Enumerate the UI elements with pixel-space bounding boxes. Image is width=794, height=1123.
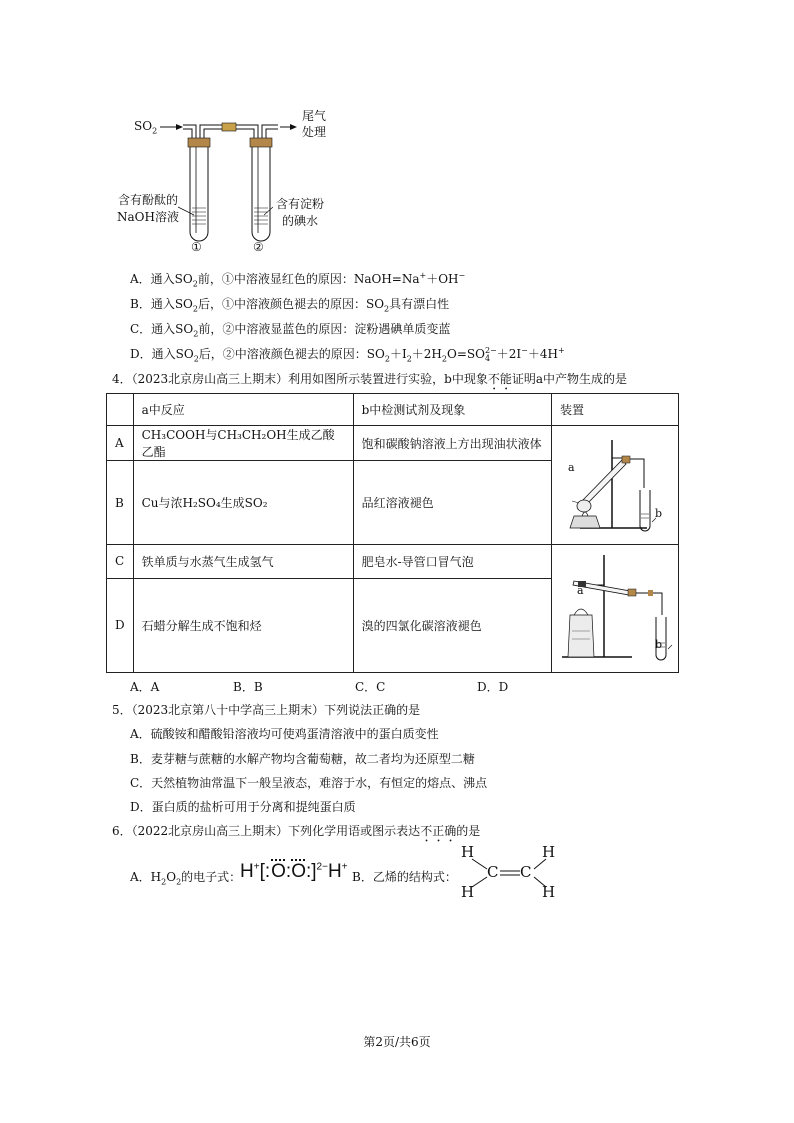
tube1-number: ① [191,240,202,254]
q3-option-d: D．通入$SO_2$后，②中溶液颜色褪去的原因：$SO_2+I_2+2H_2O=SO$ 2− 4 ＋2I−＋4H+ [130,345,565,364]
q5-option-c: C．天然植物油常温下一般呈液态，难溶于水，有恒定的熔点、沸点 [130,776,488,790]
header-apparatus: 装置 [551,394,678,426]
table-row: B Cu与浓H₂SO₄生成SO₂ 品红溶液褪色 [107,461,679,545]
h2o2-electron-formula: H+[:O:O:]$^{2-}$H+ [240,861,348,882]
q6-stem: 6．（2022北京房山高三上期末）下列化学用语或图示表达不正确的是 [112,824,481,838]
q4-table [106,393,679,673]
q4-options: A．A B．B C．C D．D [130,680,509,694]
apparatus-cell-2 [551,545,678,673]
q3-option-a: A．通入$SO_2$前，①中溶液显红色的原因：NaOH=Na+＋OH− [130,271,466,289]
so2-label: $SO_2$ [134,119,158,136]
header-reaction: a中反应 [133,394,353,426]
apparatus-figure-tubes [110,108,350,258]
exhaust-label: 尾气 处理 [302,109,327,139]
page-footer: 第2页/共6页 [363,1035,431,1049]
apparatus1-label-a: a [568,461,575,474]
tube2-number: ② [253,240,264,254]
distillation-apparatus [552,428,678,540]
apparatus-cell-1 [551,426,678,545]
table-header-row [107,394,679,426]
table-row: A CH₃COOH与CH₃CH₂OH生成乙酸乙酯 饱和碳酸钠溶液上方出现油状液体 [107,426,679,461]
q3-option-c: C．通入$SO_2$前，②中溶液显蓝色的原因：淀粉遇碘单质变蓝 [130,322,451,339]
ethylene-structure: H H C C H H [458,843,558,901]
table-row: D 石蜡分解生成不饱和烃 溴的四氯化碳溶液褪色 [107,578,679,672]
apparatus1-label-b: b [655,507,663,520]
q5-option-a: A．硫酸铵和醋酸铅溶液均可使鸡蛋清溶液中的蛋白质变性 [130,727,439,741]
q3-option-b: B．通入$SO_2$后，①中溶液颜色褪去的原因：$SO_2$具有漂白性 [130,297,450,314]
q6-option-b-label: B．乙烯的结构式： [352,870,457,884]
apparatus2-label-b: b [655,638,663,651]
q6-option-a-label: A．$H_2O_2$的电子式： [130,870,242,887]
header-test: b中检测试剂及现象 [353,394,551,426]
tube1-label: 含有酚酞的 NaOH溶液 [117,193,179,224]
q5-option-b: B．麦芽糖与蔗糖的水解产物均含葡萄糖，故二者均为还原型二糖 [130,752,475,766]
q5-option-d: D．蛋白质的盐析可用于分离和提纯蛋白质 [130,800,356,814]
q5-stem: 5．（2023北京第八十中学高三上期末）下列说法正确的是 [112,703,421,717]
table-row: C 铁单质与水蒸气生成氢气 肥皂水-导管口冒气泡 [107,545,679,579]
q4-stem: 4．（2023北京房山高三上期末）利用如图所示装置进行实验，b中现象不能证明a中产物生成的是 [112,372,628,386]
apparatus2-label-a: a [577,584,584,597]
tube2-label: 含有淀粉 的碘水 [276,197,325,228]
